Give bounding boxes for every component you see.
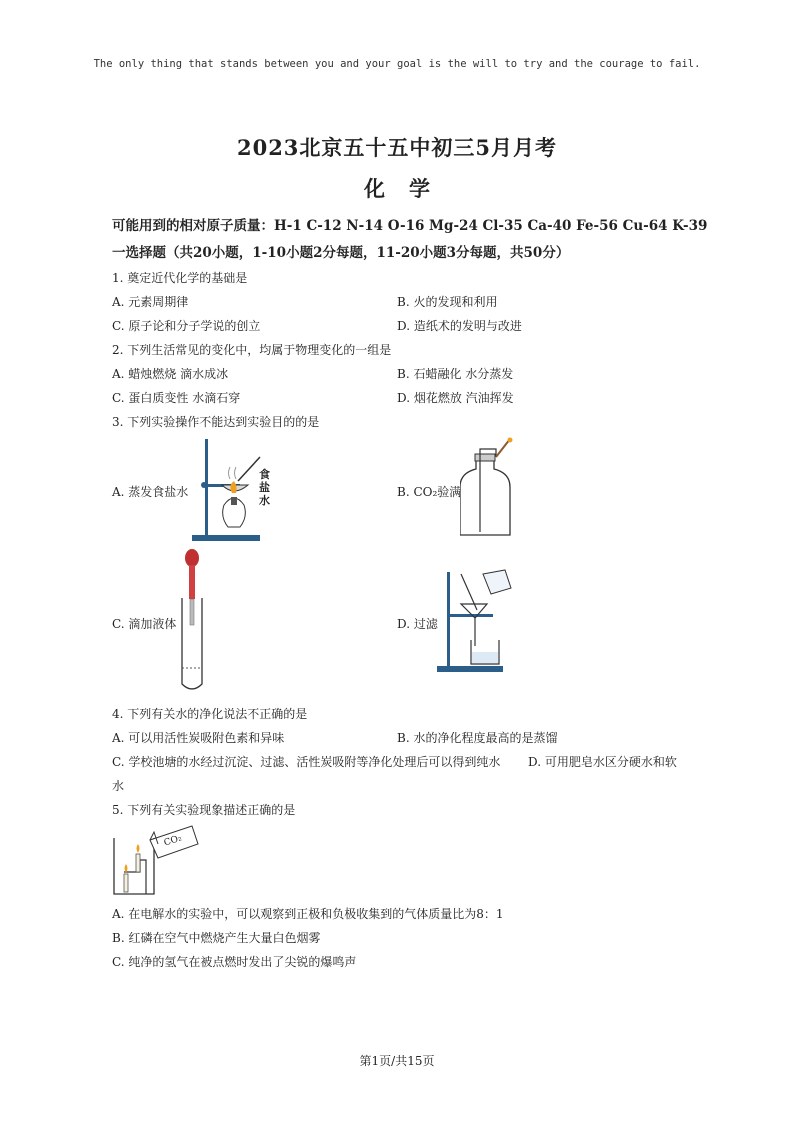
q3-stem: 3. 下列实验操作不能达到实验目的的是 [112,415,320,429]
q2-option-c: C. 蛋白质变性 水滴石穿 [112,391,241,405]
stand-rod [447,572,450,668]
co2-test-figure [460,437,520,539]
q3-option-c: C. 滴加液体 [112,617,177,631]
stand-rod [205,439,208,537]
burning-stick [496,439,510,457]
steam [229,467,237,479]
q2-option-d: D. 烟花燃放 汽油挥发 [397,391,514,405]
subject-title: 化学 [364,176,454,201]
dropper-figure [178,548,208,694]
dropper-bulb [185,549,199,567]
q4-stem: 4. 下列有关水的净化说法不正确的是 [112,707,308,721]
glass-rod [238,457,260,481]
dropper-tube [190,599,194,625]
co2-candle-figure [110,824,200,896]
pouring-beaker [483,570,511,594]
q4-option-d-wrap: 水 [112,779,125,793]
filtration-figure [435,568,515,674]
q3-option-b: B. CO₂验满 [397,485,462,499]
motto: The only thing that stands between you and your goal is the will to try and the courage to fail. [93,58,701,70]
q4-option-d: D. 可用肥皂水区分硬水和软 [528,755,677,769]
high-candle [136,854,140,872]
q1-option-d: D. 造纸术的发明与改进 [397,319,522,333]
stand-base [192,535,260,541]
q2-stem: 2. 下列生活常见的变化中，均属于物理变化的一组是 [112,343,392,357]
stopper [475,454,495,461]
q1-option-b: B. 火的发现和利用 [397,295,498,309]
low-candle [124,874,128,892]
q4-option-c: C. 学校池塘的水经过沉淀、过滤、活性炭吸附等净化处理后可以得到纯水 [112,755,501,769]
salt-water-label: 食盐水 [259,468,270,507]
evaporation-apparatus-figure [190,435,270,543]
flame [230,481,236,493]
section-title: 一选择题（共20小题，1-10小题2分每题，11-20小题3分每题，共50分） [112,245,570,261]
q1-option-a: A. 元素周期律 [112,295,189,309]
page-footer: 第1页/共15页 [359,1054,435,1068]
q5-option-a: A. 在电解水的实验中，可以观察到正极和负极收集到的气体质量比为8：1 [112,907,504,921]
q4-option-a: A. 可以用活性炭吸附色素和异味 [112,731,285,745]
beaker [114,838,154,894]
gas-bottle [460,459,510,535]
q2-option-b: B. 石蜡融化 水分蒸发 [397,367,514,381]
q3-option-d: D. 过滤 [397,617,438,631]
stand-base [437,666,503,672]
q1-option-c: C. 原子论和分子学说的创立 [112,319,261,333]
atomic-masses: 可能用到的相对原子质量：H-1 C-12 N-14 O-16 Mg-24 Cl-35 Ca-40 Fe-56 Cu-64 K-39 [112,218,708,234]
co2-cylinder-label: CO₂ [162,833,183,849]
q3-option-a: A. 蒸发食盐水 [112,485,189,499]
q5-stem: 5. 下列有关实验现象描述正确的是 [112,803,296,817]
q4-option-b: B. 水的净化程度最高的是蒸馏 [397,731,558,745]
q1-stem: 1. 奠定近代化学的基础是 [112,271,248,285]
q5-option-b: B. 红磷在空气中燃烧产生大量白色烟雾 [112,931,321,945]
q2-option-a: A. 蜡烛燃烧 滴水成冰 [112,367,229,381]
funnel-ring [447,614,493,617]
page-title: 2023北京五十五中初三5月月考 [236,135,558,160]
q5-option-c: C. 纯净的氢气在被点燃时发出了尖锐的爆鸣声 [112,955,357,969]
